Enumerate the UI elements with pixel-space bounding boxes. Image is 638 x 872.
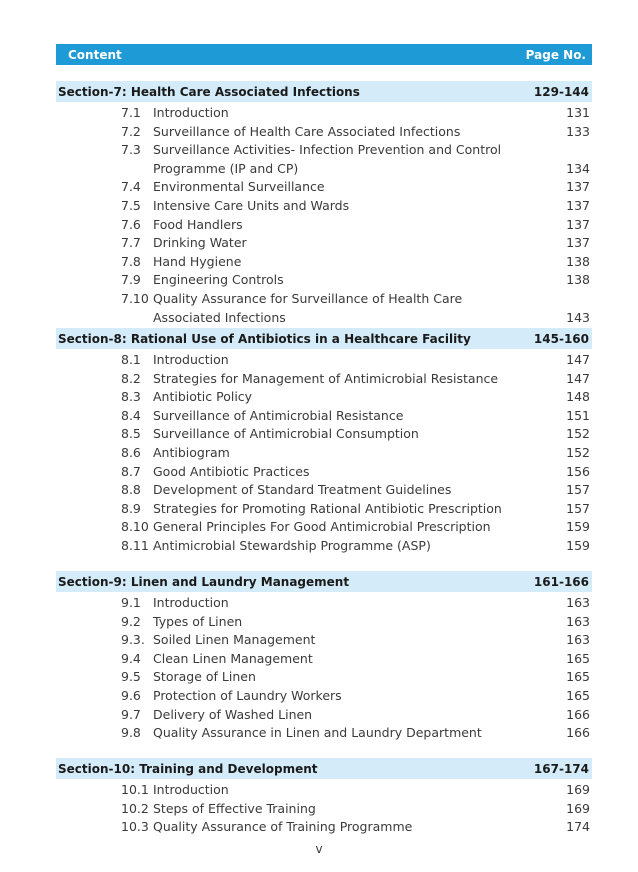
entry-title: Antibiogram	[153, 444, 230, 460]
entry-page: 157	[566, 482, 590, 498]
entry-page: 147	[566, 370, 590, 386]
toc-entry[interactable]	[56, 518, 592, 537]
entry-page: 163	[566, 632, 590, 648]
entry-number: 8.4	[121, 407, 141, 423]
entry-number: 8.5	[121, 426, 141, 442]
toc-entry[interactable]	[56, 668, 592, 687]
entry-number: 8.10	[121, 519, 149, 535]
toc-entry[interactable]	[56, 351, 592, 370]
entry-number: 8.2	[121, 370, 141, 386]
toc-entry[interactable]	[56, 271, 592, 290]
entry-title: Surveillance of Antimicrobial Resistance	[153, 407, 404, 423]
toc-header	[56, 44, 592, 65]
entry-page: 151	[566, 407, 590, 423]
entry-page: 165	[566, 669, 590, 685]
entry-page: 137	[566, 235, 590, 251]
entry-title: Steps of Effective Training	[153, 800, 316, 816]
toc-entry[interactable]	[56, 290, 592, 327]
entry-title: Antibiotic Policy	[153, 389, 253, 405]
toc-entry[interactable]	[56, 178, 592, 197]
entry-number: 7.9	[121, 272, 141, 288]
toc-entry[interactable]	[56, 537, 592, 556]
toc-entry[interactable]	[56, 463, 592, 482]
toc-entry[interactable]	[56, 197, 592, 216]
entry-number: 7.5	[121, 197, 141, 213]
section-entries	[56, 351, 592, 556]
entry-number: 9.1	[121, 595, 141, 610]
entry-title: Delivery of Washed Linen	[153, 706, 313, 722]
entry-page: 134	[566, 160, 590, 176]
toc-entry[interactable]	[56, 687, 592, 706]
entry-title: Surveillance Activities- Infection Prevention and Control	[153, 142, 502, 158]
entry-number: 9.4	[121, 650, 141, 666]
entry-page: 133	[566, 123, 590, 139]
entry-title: Engineering Controls	[153, 272, 284, 288]
toc-entry[interactable]	[56, 407, 592, 426]
entry-page: 159	[566, 519, 590, 535]
page-number: v	[315, 842, 323, 856]
toc-section	[56, 328, 592, 556]
entry-page: 174	[566, 819, 590, 835]
toc-entry[interactable]	[56, 594, 592, 613]
toc-entry[interactable]	[56, 234, 592, 253]
entry-page: 169	[566, 782, 590, 797]
entry-title: Soiled Linen Management	[153, 632, 316, 648]
entry-title: Environmental Surveillance	[153, 179, 325, 195]
section-entries	[56, 781, 592, 837]
entry-title: Good Antibiotic Practices	[153, 463, 310, 479]
entry-number: 7.7	[121, 235, 141, 251]
entry-number: 8.6	[121, 444, 141, 460]
entry-number: 8.11	[121, 537, 149, 553]
entry-number: 7.6	[121, 216, 141, 232]
entry-page: 159	[566, 537, 590, 553]
entry-number: 9.6	[121, 687, 141, 703]
entry-page: 148	[566, 389, 590, 405]
entry-page: 169	[566, 800, 590, 816]
entry-page: 166	[566, 725, 590, 741]
entry-title: Introduction	[153, 595, 229, 610]
toc-section	[56, 81, 592, 327]
section-page-range: 145-160	[533, 331, 589, 346]
entry-page: 137	[566, 216, 590, 232]
entry-title: Surveillance of Health Care Associated Infections	[153, 123, 461, 139]
entry-number: 7.2	[121, 123, 141, 139]
entry-number: 7.8	[121, 253, 141, 269]
entry-title: Strategies for Promoting Rational Antibiotic Prescription	[153, 500, 502, 516]
entry-number: 7.4	[121, 179, 141, 195]
entry-title: Intensive Care Units and Wards	[153, 197, 350, 213]
section-title: Section-9: Linen and Laundry Management	[58, 574, 350, 589]
entry-title: Storage of Linen	[153, 669, 256, 685]
toc-entry[interactable]	[56, 500, 592, 519]
toc-entry[interactable]	[56, 650, 592, 669]
section-page-range: 161-166	[533, 574, 589, 589]
entry-page: 163	[566, 613, 590, 629]
entry-page: 157	[566, 500, 590, 516]
section-page-range: 167-174	[533, 761, 589, 776]
section-entries	[56, 594, 592, 743]
entry-page: 152	[566, 444, 590, 460]
page-no-label: Page No.	[525, 47, 586, 62]
entry-number: 9.5	[121, 669, 141, 685]
entry-number: 8.9	[121, 500, 141, 516]
entry-number: 7.10	[121, 290, 149, 306]
entry-page: 165	[566, 687, 590, 703]
toc-section	[56, 571, 592, 743]
entry-number: 9.7	[121, 706, 141, 722]
entry-number: 8.1	[121, 352, 141, 367]
entry-number: 10.3	[121, 819, 149, 835]
entry-title: Development of Standard Treatment Guidelines	[153, 482, 452, 498]
toc-entry[interactable]	[56, 444, 592, 463]
entry-number: 8.7	[121, 463, 141, 479]
entry-title: Quality Assurance in Linen and Laundry Department	[153, 725, 482, 741]
entry-title: Quality Assurance for Surveillance of Health Care Associated Infections	[153, 290, 463, 325]
entry-page: 147	[566, 352, 590, 367]
entry-title: Food Handlers	[153, 216, 243, 232]
entry-number: 10.2	[121, 800, 149, 816]
toc-entry[interactable]	[56, 123, 592, 142]
entry-title: Protection of Laundry Workers	[153, 687, 342, 703]
entry-number: 7.1	[121, 105, 141, 120]
section-heading[interactable]	[56, 758, 592, 779]
entry-page: 137	[566, 179, 590, 195]
entry-number: 9.2	[121, 613, 141, 629]
entry-page: 143	[566, 309, 590, 325]
entry-number: 9.3.	[121, 632, 145, 648]
entry-title: Hand Hygiene	[153, 253, 242, 269]
section-heading[interactable]	[56, 571, 592, 592]
entry-title: Clean Linen Management	[153, 650, 313, 666]
toc-entry[interactable]	[56, 481, 592, 500]
entry-page: 166	[566, 706, 590, 722]
toc-entry[interactable]	[56, 253, 592, 272]
entry-page: 137	[566, 197, 590, 213]
entry-page: 163	[566, 595, 590, 610]
section-entries	[56, 104, 592, 327]
toc-entry[interactable]	[56, 388, 592, 407]
toc-entry[interactable]	[56, 818, 592, 837]
entry-title: Introduction	[153, 105, 229, 120]
entry-page: 152	[566, 426, 590, 442]
entry-page: 131	[566, 105, 590, 120]
toc-entry[interactable]	[56, 216, 592, 235]
toc-entry[interactable]	[56, 425, 592, 444]
entry-title: Strategies for Management of Antimicrobial Resistance	[153, 370, 499, 386]
entry-title: Introduction	[153, 782, 229, 797]
toc-entry[interactable]	[56, 781, 592, 800]
entry-number: 9.8	[121, 725, 141, 741]
entry-number: 10.1	[121, 782, 149, 797]
toc-entry[interactable]	[56, 370, 592, 389]
toc-entry[interactable]	[56, 724, 592, 743]
entry-title: Drinking Water	[153, 235, 247, 251]
toc-entry[interactable]	[56, 631, 592, 650]
section-title: Section-7: Health Care Associated Infections	[58, 84, 360, 99]
content-label: Content	[68, 47, 122, 62]
entry-title: Introduction	[153, 352, 229, 367]
entry-page: 138	[566, 253, 590, 269]
entry-title: General Principles For Good Antimicrobial Prescription	[153, 519, 491, 535]
entry-page: 138	[566, 272, 590, 288]
toc-entry[interactable]	[56, 104, 592, 123]
section-heading[interactable]	[56, 328, 592, 349]
section-heading[interactable]	[56, 81, 592, 102]
section-page-range: 129-144	[533, 84, 589, 99]
entry-title: Surveillance of Antimicrobial Consumption	[153, 426, 419, 442]
section-title: Section-10: Training and Development	[58, 761, 318, 776]
entry-number: 8.3	[121, 389, 141, 405]
toc-entry[interactable]	[56, 800, 592, 819]
entry-page: 165	[566, 650, 590, 666]
toc-entry[interactable]	[56, 706, 592, 725]
toc-entry[interactable]	[56, 141, 592, 178]
entry-title: Quality Assurance of Training Programme	[153, 819, 413, 835]
entry-title: Antimicrobial Stewardship Programme (ASP)	[153, 537, 431, 553]
entry-number: 8.8	[121, 482, 141, 498]
entry-page: 156	[566, 463, 590, 479]
toc-section	[56, 758, 592, 837]
section-title: Section-8: Rational Use of Antibiotics in a Healthcare Facility	[58, 331, 471, 346]
entry-title: Types of Linen	[153, 613, 243, 629]
toc-entry[interactable]	[56, 613, 592, 632]
entry-title-continued: Programme (IP and CP)	[153, 160, 299, 176]
entry-number: 7.3	[121, 142, 141, 158]
